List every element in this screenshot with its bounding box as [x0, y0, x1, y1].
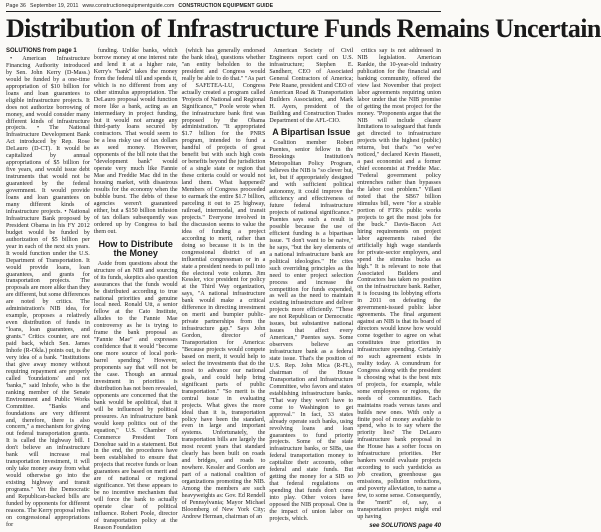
column-4-text: American Society of Civil Engineers report card on U.S. infrastructure; Stephen E. Sandherr, CEO of Associated General Contractors of America; Pete Ruane, president and CEO of American Road & Transportation Builders Association, and Mark H. Ayers, president of the Building and Construction Trades Department of the AFL-CIO.: [269, 48, 354, 124]
column-2: [93, 48, 178, 531]
column-5-text: critics say is not addressed in NIB legislation. American Rankie, the 10-year-old industry publication for the financial and banking community, offered the view last November that project labor agreements requiring union labor under that the NIB promise of getting the most project for the money. "Proponents argue that the NIB will include clearer limitations to safeguard that funds get directed to infrastructure projects with the highest (public) returns, but that's "so we've noticed," declared Kevin Hassett, a past economist and a former chief economist at Freddie Mac. "Federal government policy entrenches rather than bypasses the labor cost problem." Villani noted that the SB67 billion stimulus bill, were "for a sizable portion of FTR's public works projects to get the most jobs for the buck." Davis-Bacon Act hiring requirements on project labor agreements raised the artificially high wage standards for private-sector employers, and spend the stimulus bucks as high." It is relevant to note that Associated Builders and Contractors has taken no position on the infrastructure bank. Rather, it is focusing its lobbying efforts in 2011 on defeating the government-issued public labor agreements. The final argument against an NIB is that its board of directors would know how would come together to agree on what constitutes true priorities in infrastructure spending. Certainly no such agreement exists in reality today. A conundrum for Congress along with the president is choosing what is the best mix of projects, for example, while some employees or regions, the needs of communities. Each maintains roads versus taxes and builds new ones. With only a finite pool of money available to spend, who is to say where the priority lies? The DeLauro infrastructure bank proposal in the House has a softer focus on infrastructure priorities. Her bankers would evaluate projects according to such yardsticks as job creation, greenhouse gas emissions, pollution reductions, and poverty alleviation, to name a few, to some sense. Consequently, the "merit" of, say, a transportation project might end up having: [357, 48, 441, 520]
column-3: [181, 48, 266, 520]
column-3-text: (which has generally endorsed the bank idea), questions whether "an entity beholden to the president and Congress would really be able to do that." "As part of SAFETEA-LU, Congress actually created a program called 'Projects of National and Regional Significance,'" Poole wrote when the infrastructure bank first was proposed by the Obama administration. "It appropriated $1.7 billion for the PNRS program, intended to fund a handful of projects of great benefit but with such high costs or benefits beyond the jurisdiction of a single state or region that these criteria could or would not land them. What happened? Members of Congress proceeded to earmark the entire $1.7 billion, parceling it out to 25 highway, railroad, intermodal, and transit projects." Everyone involved in the discussion seems to value the idea of funding a project according to merit, rather than doing so because it is in the congressional district of an influential congressman or in a state a president needs to pull into the electoral vote column. Jim Kessler, vice president for policy at the Third Way organization, says, "A national infrastructure bank would make a critical difference in directing investment on merit and bumpier public-private partnerships from the infrastructure gap." Says John Gordon, director of Transportation for America: "Because projects would compete based on merit, it would help to select the investments that do the most to advance our national goals, and could help bring significant parts of public transportation." "So merit is the central issue in evaluating projects. What gives the more ideal than it is, transportation policy have been the standard, even in large and important systems. Unfortunately, the transportation bills are largely the most recent years that standard clearly has been built on roads and bridges, and roads to nowhere. Kessler and Gordon are part of a national coalition of organizations promoting the NIB. Among the members are such heavyweights as: Gov. Ed Rendell of Pennsylvania; Mayor Michael Bloomberg of New York City; Andrew Herman, chairman of an: [181, 48, 266, 520]
column-1: [6, 48, 90, 528]
page-header: [6, 0, 441, 12]
column-1-text: • American Infrastructure Financing Authority introduced by Sen. John Kerry (D-Mass.) would be funded by a one-time appropriation of $10 billion for loans and loan guarantees to eligible infrastructure projects. It does not authorize borrowing of money, and would consider many different kinds of infrastructure projects. • The National Infrastructure Development Bank Act introduced by Rep. Rose DeLauro (D-CT). It would be capitalized by annual appropriations of $5 billion for five years, and would issue debt instruments that would not be guaranteed by the federal government. It would provide loans and loan guarantees on many different kinds of infrastructure projects. • National Infrastructure Bank proposed by President Obama in his FY 2012 budget would be funded by authorization of $5 billion per year in each of the next six years. It would function under the U.S. Department of Transportation. It would provide loans, loan guarantees, and grants for transportation projects. The proposals are more alike than they are different, but some differences are noted by critics. The administration's NIB idea, for example, proposes a relatively even distribution of funds in "loans, loan guarantees, and grants." Critics counter, are not paid back, which Sen. James Inhofe (R-Okla.) points out, is the very idea of a bank. "Institutions that give away money without requiring repayment are properly called 'foundations' and not 'banks,'" said Inhofe, who is the ranking member of the Senate Environment and Public Works Committee. "Banks and foundations are very different and, therefore, there is also concern," a mechanism for giving out federal transportation grants. It is called the highway bill. I don't believe an infrastructure bank will increase real transportation investment, it will only take money away from what would otherwise go into the existing highway and transit programs." Yet the Democratic and Republican-backed bills are funded by opponents for different reasons. The Kerry proposal relies on congressional appropriations for: [6, 55, 90, 528]
headline: Distribution of Infrastructure Funds Remains Uncertain: [6, 14, 601, 43]
column-2-text-2: Aside from questions about the structure of an NIB and sourcing of its funds, skeptics also question assurances that the funds would be distributed according to true national priorities and genuine local need. Ronald Utt, a senior fellow at the Cato Institute, alludes to the Fannie Mae controversy as he is trying to frame the bank proposal as "Fannie Mae" and expresses confidence that it would "become one more source of local pork-barrel spending." However, proponents say that will not be the case. Though an annual investment in priorities is distribution has not been revealed, opponents are concerned that the bank would be apolitical, that it will be influenced by political pressures. An infrastructure bank would keep politics out of the equation," U.S. Chamber of Commerce President Tom Donohue said in a statement. But in the end, the procedures have been established to ensure that projects that receive funds or loan guarantees are based on merit and are of national or regional significance. Yet these appears to be no incentive mechanism that will force the bank to actually operate clear of political influence. Robert Poole, director of transportation policy at the Reason Foundation: [93, 260, 178, 531]
publication-name: CONSTRUCTION EQUIPMENT GUIDE: [178, 2, 274, 9]
site-url: www.constructionequipmentguide.com: [82, 2, 175, 9]
column-4: [269, 48, 354, 522]
continued-from: SOLUTIONS from page 1: [6, 48, 77, 54]
subhead-bipartisan: A Bipartisan Issue: [272, 127, 351, 138]
article-columns: [6, 48, 441, 531]
jump-line: see SOLUTIONS page 40: [369, 521, 441, 529]
column-2-text: funding. Unlike banks, which borrow money at one interest rate and lend it at a higher rate, Kerry's "bank" takes the money from the federal till and spends it, which is no different from any other stimulus appropriation. The DeLauro proposal would function more like a bank, acting as an intermediary in project funding, but it would not arrange any third-party loans secured by contractors. That would seem to be a less risky use of tax dollars as seed money. However, opponents of the bill note that the "development bank" would operate very much like Fannie Mae and Freddie Mac did in the housing market, with disastrous results for the economy when the bubble burst. The debts of these agencies weren't guaranteed either, but a $150 billion infusion of tax dollars subsequently was ordered up by Congress to bail them out.: [93, 48, 178, 235]
issue-date: September 19, 2011: [30, 2, 79, 9]
column-5: [357, 48, 441, 529]
subhead-distribute: How to Distribute the Money: [98, 238, 173, 258]
column-4-text-2: Coalition member Robert Puentes, senior fellow in the Brookings Institution's Metropolitan Policy Program, believes the NIB is "so clever but, let, but if appropriately designed and with sufficient political autonomy, it could improve the efficiency and effectiveness of future federal infrastructure projects of national significance." Puentes says such a result is possible because the use of efficient funding is a bipartisan issue. "I don't want to be naive," he says, "but the key elements of a national infrastructure bank are political ideologies." He cites such overriding principles as the need to enter project selection process and increase the competition for funds expended, as well as the need to maintain existing infrastructure and deliver projects more efficiently. "These are not Republican or Democratic issues, but substantive national issues that affect every American," Puentes says. Some observers believe an infrastructure bank as a federal state issue. That's the position of U.S. Rep. John Mica (R-FL), chairman of the House Transportation and Infrastructure Committee, who favors and states establishing infrastructure banks. "That way they won't have to come to Washington to get approval." In fact, 33 states already operate such banks, using revolving loans and loan guarantees to fund priority projects. Some of the state infrastructure banks, or SIBs, use federal transportation money to capitalize their accounts, other federal and state funds. But getting the money for a SIB so that federal regulations on spending that funds don't come into play. Other voices have opposed the NIB proposal. One is the impact of union labor on projects, which.: [269, 140, 354, 522]
page-number: Page 36: [6, 2, 27, 9]
